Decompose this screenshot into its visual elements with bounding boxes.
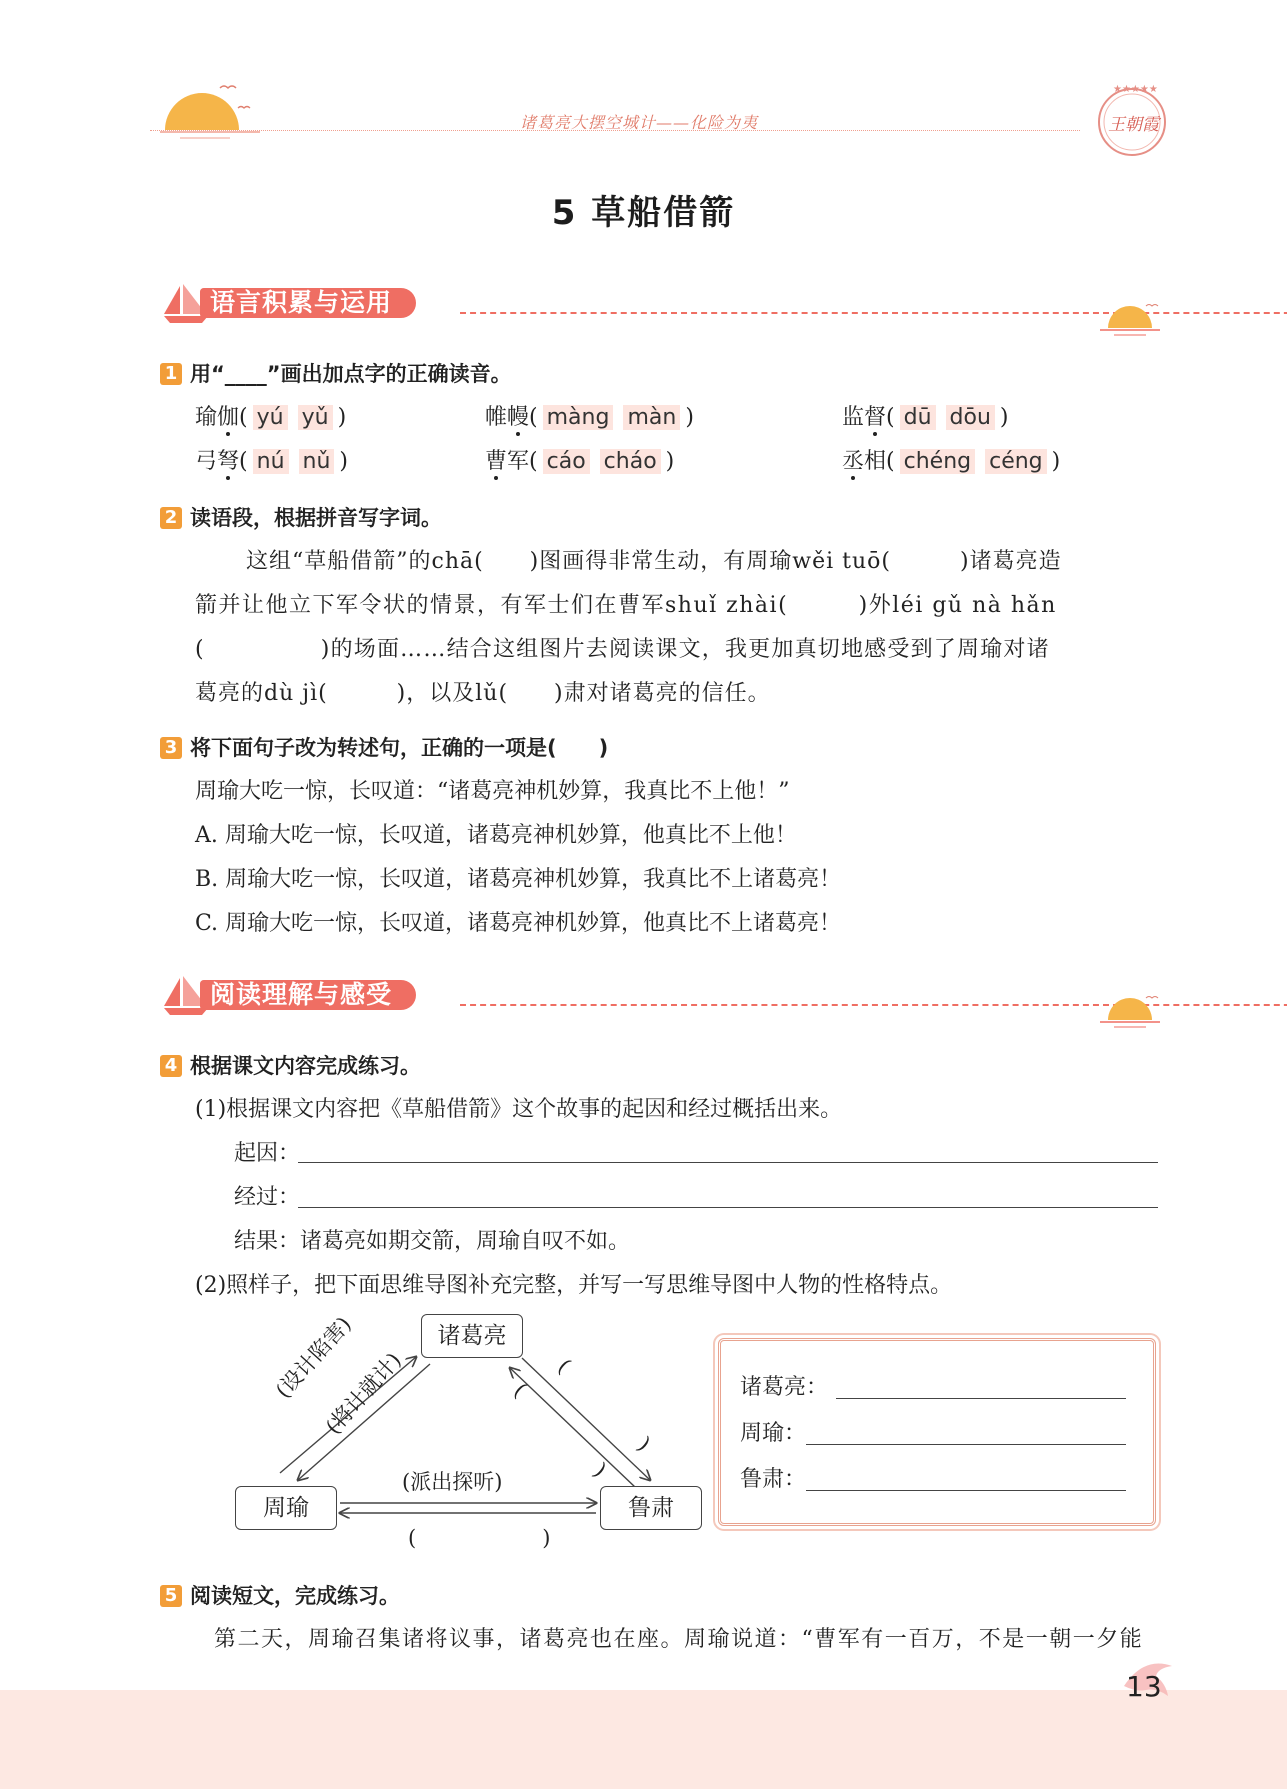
- question-text: 用“____”画出加点字的正确读音。: [190, 362, 512, 386]
- svg-text:王朝霞: 王朝霞: [1108, 115, 1159, 135]
- edge-blank-paren[interactable]: (: [553, 1354, 575, 1378]
- node-zhuge-liang: 诸葛亮: [421, 1314, 523, 1358]
- question-number: 2: [160, 507, 182, 529]
- passage-line: 箭并让他立下军令状的情景，有军士们在曹军shuǐ zhài( )外léi gǔ nà hǎn: [195, 593, 1057, 618]
- header-sun-decoration: [160, 80, 240, 130]
- pinyin-option[interactable]: nú: [253, 449, 289, 474]
- question-number: 5: [160, 1585, 182, 1607]
- question-text: 将下面句子改为转述句，正确的一项是( ): [190, 736, 609, 760]
- trait-answer-line[interactable]: [806, 1444, 1126, 1445]
- passage-line: 第二天，周瑜召集诸将议事，诸葛亮也在座。周瑜说道：“曹军有一百万，不是一朝一夕能: [214, 1627, 1144, 1652]
- trait-label: 鲁肃：: [740, 1467, 807, 1492]
- section-title: 阅读理解与感受: [200, 980, 416, 1010]
- question-text: 根据课文内容完成练习。: [190, 1054, 421, 1078]
- passage-line: 这组“草船借箭”的chā( )图画得非常生动，有周瑜wěi tuō( )诸葛亮造: [246, 549, 1062, 574]
- subquestion-1: (1)根据课文内容把《草船借箭》这个故事的起因和经过概括出来。: [195, 1097, 843, 1122]
- question-number: 3: [160, 737, 182, 759]
- passage-line: ( )的场面……结合这组图片去阅读课文，我更加真切地感受到了周瑜对诸: [195, 637, 1050, 662]
- question-5: [160, 1580, 400, 1610]
- pinyin-option[interactable]: yǔ: [298, 405, 333, 430]
- question-4: [160, 1050, 421, 1080]
- sun-icon: [1100, 300, 1160, 344]
- footer-band: [0, 1690, 1287, 1789]
- publisher-logo: [1092, 78, 1172, 158]
- svg-text:★★★★★: ★★★★★: [1113, 84, 1158, 95]
- pinyin-item: 帷幔( màng màn ): [485, 405, 694, 430]
- subquestion-2: (2)照样子，把下面思维导图补充完整，并写一写思维导图中人物的性格特点。: [195, 1273, 953, 1298]
- pinyin-item: 瑜伽( yú yǔ ): [195, 405, 347, 430]
- node-zhou-yu: 周瑜: [235, 1486, 337, 1530]
- question-text: 阅读短文，完成练习。: [190, 1584, 400, 1608]
- pinyin-item: 曹军( cáo cháo ): [485, 449, 675, 474]
- trait-label: 诸葛亮：: [740, 1375, 829, 1400]
- process-answer-line[interactable]: [298, 1207, 1158, 1208]
- question-1: [160, 358, 512, 388]
- section-rule: [460, 1004, 1287, 1006]
- edge-blank-paren[interactable]: ): [589, 1458, 611, 1482]
- cause-answer-line[interactable]: [298, 1162, 1158, 1163]
- edge-label-set-trap: (设计陷害): [270, 1312, 356, 1403]
- section-rule: [460, 312, 1287, 314]
- pinyin-option[interactable]: dū: [900, 405, 936, 430]
- question-3: [160, 732, 608, 762]
- section-banner: [160, 974, 1160, 1014]
- cause-label: 起因：: [234, 1141, 301, 1166]
- edge-blank-bottom[interactable]: ( ): [408, 1526, 551, 1550]
- pinyin-option[interactable]: céng: [985, 449, 1047, 474]
- option-c[interactable]: C. 周瑜大吃一惊，长叹道，诸葛亮神机妙算，他真比不上诸葛亮！: [195, 911, 842, 936]
- pinyin-option[interactable]: nǔ: [299, 449, 335, 474]
- edge-blank-paren[interactable]: (: [509, 1378, 531, 1402]
- sun-icon: [1100, 992, 1160, 1036]
- page-number: 13: [1126, 1670, 1162, 1703]
- trait-answer-line[interactable]: [836, 1398, 1126, 1399]
- result-text: 结果：诸葛亮如期交箭，周瑜自叹不如。: [234, 1229, 631, 1254]
- pinyin-option[interactable]: dōu: [946, 405, 995, 430]
- process-label: 经过：: [234, 1185, 301, 1210]
- running-title: 诸葛亮大摆空城计——化险为夷: [520, 113, 759, 132]
- trait-answer-line[interactable]: [806, 1490, 1126, 1491]
- trait-label: 周瑜：: [740, 1421, 807, 1446]
- quoted-sentence: 周瑜大吃一惊，长叹道：“诸葛亮神机妙算，我真比不上他！”: [195, 779, 790, 804]
- node-lu-su: 鲁肃: [600, 1486, 702, 1530]
- section-title: 语言积累与运用: [200, 288, 416, 318]
- option-b[interactable]: B. 周瑜大吃一惊，长叹道，诸葛亮神机妙算，我真比不上诸葛亮！: [195, 867, 842, 892]
- pinyin-option[interactable]: màng: [543, 405, 614, 430]
- pinyin-item: 弓弩( nú nǔ ): [195, 449, 348, 474]
- option-a[interactable]: A. 周瑜大吃一惊，长叹道，诸葛亮神机妙算，他真比不上他！: [195, 823, 797, 848]
- section-banner: [160, 282, 1160, 322]
- question-2: [160, 502, 442, 532]
- pinyin-option[interactable]: chéng: [900, 449, 975, 474]
- pinyin-option[interactable]: màn: [623, 405, 680, 430]
- edge-blank-paren[interactable]: ): [633, 1432, 655, 1456]
- pinyin-item: 丞相( chéng céng ): [842, 449, 1061, 474]
- edge-label-counter: (将计就计): [320, 1348, 406, 1439]
- question-number: 4: [160, 1055, 182, 1077]
- edge-label-send: (派出探听): [402, 1470, 503, 1494]
- pinyin-option[interactable]: cháo: [600, 449, 661, 474]
- question-text: 读语段，根据拼音写字词。: [190, 506, 442, 530]
- pinyin-option[interactable]: yú: [253, 405, 288, 430]
- question-number: 1: [160, 363, 182, 385]
- passage-line: 葛亮的dù jì( )，以及lǔ( )肃对诸葛亮的信任。: [195, 681, 771, 706]
- page-title: 5 草船借箭: [551, 193, 736, 233]
- pinyin-item: 监督( dū dōu ): [842, 405, 1009, 430]
- pinyin-option[interactable]: cáo: [543, 449, 590, 474]
